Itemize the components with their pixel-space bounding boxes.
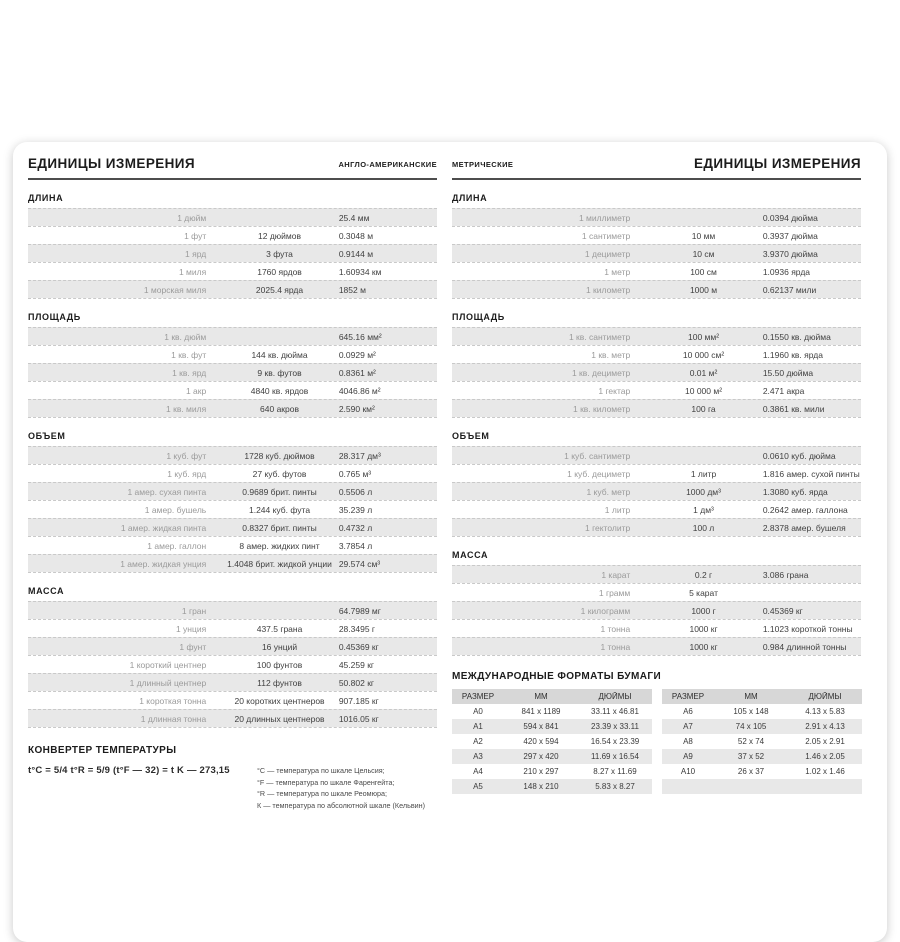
page-subtitle: АНГЛО-АМЕРИКАНСКИЕ (338, 160, 437, 169)
table-row (28, 327, 437, 345)
table-cell: 1 куб. сантиметр (564, 450, 631, 461)
table-row (452, 779, 652, 794)
table-row (452, 583, 861, 601)
table-cell: 1 короткий центнер (129, 659, 207, 670)
section-length-left (28, 193, 437, 299)
table-row (662, 749, 862, 764)
table-row (452, 381, 861, 399)
table-cell: 1.816 амер. сухой пинты (762, 468, 860, 479)
table-cell: A1 (473, 722, 483, 731)
table-cell: 1000 кг (689, 641, 718, 652)
table-row (28, 280, 437, 298)
table-row (452, 327, 861, 345)
table-cell: 10 000 см² (682, 349, 725, 360)
paper-formats-tables (452, 689, 861, 794)
table-cell: 8 амер. жидких пинт (239, 540, 320, 551)
table-cell: 100 фунтов (256, 659, 303, 670)
section-area-right (452, 312, 861, 418)
table-cell: 1 дюйм (177, 212, 207, 223)
table-row (662, 719, 862, 734)
section-area-left (28, 312, 437, 418)
table-cell: A2 (473, 737, 483, 746)
table-cell: 1 амер. сухая пинта (127, 486, 207, 497)
units-table-volume-right (452, 446, 861, 537)
table-cell: 1 килограмм (580, 605, 631, 616)
section-heading: МАССА (452, 550, 489, 560)
table-cell: 5.83 x 8.27 (595, 782, 635, 791)
units-table-volume-left (28, 446, 437, 573)
table-row (452, 262, 861, 280)
section-heading: ОБЪЕМ (28, 431, 66, 441)
left-page-header (28, 152, 437, 180)
units-table-mass-left (28, 601, 437, 728)
table-cell: 1 грамм (598, 587, 631, 598)
table-row (452, 363, 861, 381)
temperature-body (28, 765, 437, 811)
table-cell: 12 дюймов (258, 230, 302, 241)
table-row (28, 601, 437, 619)
paper-table-a0-a5 (452, 689, 652, 794)
temperature-converter (28, 745, 437, 811)
table-row (28, 691, 437, 709)
table-cell: 1 длинная тонна (140, 713, 207, 724)
table-cell: 1.244 куб. фута (248, 504, 311, 515)
table-cell: 4046.86 м² (338, 385, 381, 396)
table-cell: 1 куб. дециметр (567, 468, 631, 479)
table-cell: 3.9370 дюйма (762, 248, 818, 259)
table-cell: 1 кв. миля (166, 403, 207, 414)
table-row (28, 536, 437, 554)
table-cell: 27 куб. футов (252, 468, 307, 479)
table-cell: 1000 г (691, 605, 716, 616)
table-row (28, 500, 437, 518)
table-cell: 2.91 x 4.13 (805, 722, 845, 731)
table-cell: A8 (683, 737, 693, 746)
table-cell: 1.1023 короткой тонны (762, 623, 853, 634)
table-cell: 1 тонна (600, 623, 631, 634)
table-cell: 907.185 кг (338, 695, 379, 706)
table-cell: 1 амер. галлон (147, 540, 207, 551)
table-cell: 0.0929 м² (338, 349, 376, 360)
table-cell: 0.4732 л (338, 522, 373, 533)
table-cell: A3 (473, 752, 483, 761)
section-volume-right (452, 431, 861, 537)
table-cell: 3.7854 л (338, 540, 373, 551)
paper-table-body (662, 704, 862, 794)
table-cell: 1 унция (175, 623, 207, 634)
temperature-formula: t°C = 5/4 t°R = 5/9 (t°F — 32) = t K — 273,15 (28, 765, 230, 776)
table-cell: 50.802 кг (338, 677, 375, 688)
table-cell: 0.9689 брит. пинты (242, 486, 317, 497)
table-cell: 0.45369 кг (338, 641, 379, 652)
table-cell: 1000 м (689, 284, 718, 295)
table-cell: 1728 куб. дюймов (244, 450, 315, 461)
table-row (28, 619, 437, 637)
table-cell: 1 амер. жидкая унция (120, 558, 207, 569)
left-page (28, 152, 437, 811)
table-cell: 1.02 x 1.46 (805, 767, 845, 776)
table-row (28, 244, 437, 262)
table-cell: 1.60934 км (338, 266, 382, 277)
table-cell: 1 куб. ярд (167, 468, 207, 479)
table-row (28, 262, 437, 280)
table-cell: 1852 м (338, 284, 366, 295)
table-cell: 1 амер. жидкая пинта (120, 522, 207, 533)
table-cell: 0.765 м³ (338, 468, 372, 479)
table-cell: 1 миля (178, 266, 207, 277)
units-table-mass-right (452, 565, 861, 656)
table-row (28, 554, 437, 572)
table-cell: 1 морская миля (143, 284, 207, 295)
table-cell: 2.05 x 2.91 (805, 737, 845, 746)
table-cell: 0.3861 кв. мили (762, 403, 825, 414)
table-cell: 437.5 грана (256, 623, 303, 634)
table-cell: 0.3937 дюйма (762, 230, 818, 241)
table-row (662, 734, 862, 749)
table-row (662, 779, 862, 794)
column-header-inches: ДЮЙМЫ (598, 692, 632, 701)
column-header-inches: ДЮЙМЫ (808, 692, 842, 701)
units-table-area-right (452, 327, 861, 418)
table-cell: 2.8378 амер. бушеля (762, 522, 846, 533)
paper-table-header (452, 689, 652, 704)
table-cell: 640 акров (260, 403, 299, 414)
table-row (28, 363, 437, 381)
table-cell: A6 (683, 707, 693, 716)
table-cell: 0.5506 л (338, 486, 373, 497)
page-title: ЕДИНИЦЫ ИЗМЕРЕНИЯ (694, 156, 861, 171)
table-cell: 23.39 x 33.11 (591, 722, 639, 731)
table-row (452, 518, 861, 536)
table-cell: 1 литр (690, 468, 717, 479)
table-row (452, 619, 861, 637)
table-cell: 100 см (690, 266, 717, 277)
table-cell: 297 x 420 (523, 752, 559, 761)
table-row (28, 208, 437, 226)
paper-table-body (452, 704, 652, 794)
table-cell: 1760 ярдов (257, 266, 302, 277)
section-heading: ПЛОЩАДЬ (28, 312, 81, 322)
two-page-spread (28, 152, 862, 811)
table-cell: 112 фунтов (257, 677, 302, 688)
column-header-size: РАЗМЕР (671, 692, 705, 701)
table-cell: 1 кв. дециметр (571, 367, 631, 378)
table-cell: 45.259 кг (338, 659, 375, 670)
temperature-note: °C — температура по шкале Цельсия; (257, 766, 385, 775)
table-cell: 1000 дм³ (686, 486, 721, 497)
table-cell: 2025.4 ярда (255, 284, 304, 295)
table-cell: 10 мм (691, 230, 716, 241)
table-cell: 420 x 594 (523, 737, 559, 746)
diary-reference-page (13, 142, 887, 942)
table-row (452, 244, 861, 262)
table-row (452, 446, 861, 464)
section-heading: ДЛИНА (28, 193, 64, 203)
table-cell: 1 гран (181, 605, 207, 616)
table-row (28, 345, 437, 363)
units-table-length-right (452, 208, 861, 299)
paper-formats-heading: МЕЖДУНАРОДНЫЕ ФОРМАТЫ БУМАГИ (452, 671, 662, 682)
section-heading: ПЛОЩАДЬ (452, 312, 505, 322)
table-row (28, 709, 437, 727)
table-cell: 1016.05 кг (338, 713, 379, 724)
table-cell: 1 амер. бушель (144, 504, 207, 515)
right-page (452, 152, 861, 811)
table-row (452, 704, 652, 719)
table-row (452, 637, 861, 655)
table-cell: A7 (683, 722, 693, 731)
table-cell: 74 x 105 (735, 722, 767, 731)
table-cell: 20 длинных центнеров (234, 713, 325, 724)
table-cell: 0.62137 мили (762, 284, 817, 295)
table-cell: 1 фунт (179, 641, 207, 652)
table-row (28, 673, 437, 691)
table-cell: 645.16 мм² (338, 331, 382, 342)
table-cell: 594 x 841 (523, 722, 559, 731)
table-row (452, 345, 861, 363)
table-row (452, 464, 861, 482)
table-cell: 26 x 37 (737, 767, 765, 776)
table-cell: 0.3048 м (338, 230, 374, 241)
table-cell: 1000 кг (689, 623, 718, 634)
temperature-heading: КОНВЕРТЕР ТЕМПЕРАТУРЫ (28, 745, 177, 756)
table-row (28, 482, 437, 500)
table-row (28, 655, 437, 673)
temperature-note: К — температура по абсолютной шкале (Кельвин) (257, 800, 426, 810)
table-cell: 0.2642 амер. галлона (762, 504, 848, 515)
table-row (452, 719, 652, 734)
table-cell: 33.11 x 46.81 (591, 707, 639, 716)
table-cell: 37 x 52 (737, 752, 765, 761)
right-page-header (452, 152, 861, 180)
table-cell: 105 x 148 (733, 707, 769, 716)
table-row (452, 601, 861, 619)
table-cell: 1 ярд (185, 248, 207, 259)
section-heading: ОБЪЕМ (452, 431, 490, 441)
table-cell: 1 литр (604, 504, 631, 515)
table-cell: 1 короткая тонна (139, 695, 207, 706)
units-table-length-left (28, 208, 437, 299)
table-cell: 1 акр (185, 385, 207, 396)
table-cell: 1 кв. сантиметр (568, 331, 631, 342)
table-cell: 1.46 x 2.05 (805, 752, 845, 761)
paper-formats (452, 671, 861, 794)
table-cell: 20 коротких центнеров (234, 695, 325, 706)
table-cell: 1.0936 ярда (762, 266, 811, 277)
table-cell: A9 (683, 752, 693, 761)
table-cell: 1 тонна (600, 641, 631, 652)
temperature-note: °F — температура по шкале Фаренгейта; (257, 777, 395, 787)
table-cell: 64.7989 мг (338, 605, 381, 616)
table-cell: A10 (680, 767, 696, 776)
table-cell: 29.574 см³ (338, 558, 381, 569)
section-mass-left (28, 586, 437, 728)
table-cell: A4 (473, 767, 483, 776)
table-cell: 4840 кв. ярдов (250, 385, 309, 396)
table-cell: 0.0610 куб. дюйма (762, 450, 836, 461)
table-row (452, 399, 861, 417)
table-cell: 1.1960 кв. ярда (762, 349, 823, 360)
table-cell: 1 фут (184, 230, 207, 241)
table-cell: 5 карат (689, 587, 718, 598)
table-cell: 1 метр (604, 266, 631, 277)
table-cell: 52 x 74 (737, 737, 765, 746)
table-cell: 25.4 мм (338, 212, 370, 223)
table-cell: 16.54 x 23.39 (590, 737, 640, 746)
table-cell: 1 кв. дюйм (164, 331, 207, 342)
table-cell: 1.4048 брит. жидкой унции (227, 558, 332, 569)
table-cell: 8.27 x 11.69 (593, 767, 637, 776)
table-row (28, 446, 437, 464)
paper-table-a6-a10 (662, 689, 862, 794)
table-cell: 1.3080 куб. ярда (762, 486, 828, 497)
table-cell: 3 фута (266, 248, 293, 259)
table-cell: 1 кв. фут (171, 349, 207, 360)
table-row (28, 518, 437, 536)
table-cell: 1 длинный центнер (129, 677, 207, 688)
section-length-right (452, 193, 861, 299)
section-heading: МАССА (28, 586, 65, 596)
column-header-mm: ММ (744, 692, 758, 701)
table-row (662, 704, 862, 719)
table-cell: 148 x 210 (523, 782, 559, 791)
table-row (452, 280, 861, 298)
table-row (28, 464, 437, 482)
table-cell: 100 га (691, 403, 716, 414)
table-cell: 4.13 x 5.83 (805, 707, 845, 716)
table-cell: 0.8361 м² (338, 367, 376, 378)
table-cell: 0.8327 брит. пинты (242, 522, 317, 533)
table-row (662, 764, 862, 779)
table-cell: 144 кв. дюйма (251, 349, 308, 360)
table-cell: 1 куб. метр (586, 486, 631, 497)
table-cell: 0.984 длинной тонны (762, 641, 847, 652)
table-cell: 1 дм³ (693, 504, 714, 515)
table-cell: 1 гектар (598, 385, 631, 396)
table-cell: 210 x 297 (523, 767, 559, 776)
units-table-area-left (28, 327, 437, 418)
table-row (452, 208, 861, 226)
table-cell: 100 мм² (687, 331, 720, 342)
table-cell: A0 (473, 707, 483, 716)
table-cell: 1 гектолитр (585, 522, 631, 533)
section-volume-left (28, 431, 437, 573)
table-cell: 9 кв. футов (257, 367, 302, 378)
table-cell: 3.086 грана (762, 569, 809, 580)
table-cell: A5 (473, 782, 483, 791)
table-cell: 2.471 акра (762, 385, 805, 396)
section-heading: ДЛИНА (452, 193, 488, 203)
page-subtitle: МЕТРИЧЕСКИЕ (452, 160, 514, 169)
table-cell: 0.01 м² (689, 367, 718, 378)
column-header-mm: ММ (534, 692, 548, 701)
table-cell: 10 000 м² (685, 385, 723, 396)
table-cell: 10 см (692, 248, 715, 259)
table-row (452, 565, 861, 583)
table-cell: 100 л (692, 522, 715, 533)
table-row (452, 749, 652, 764)
table-cell: 1 куб. фут (166, 450, 207, 461)
table-cell: 1 километр (585, 284, 631, 295)
table-row (452, 482, 861, 500)
table-cell: 0.1550 кв. дюйма (762, 331, 831, 342)
table-row (28, 226, 437, 244)
table-cell: 1 кв. метр (591, 349, 631, 360)
table-row (452, 734, 652, 749)
table-row (28, 381, 437, 399)
table-cell: 15.50 дюйма (762, 367, 814, 378)
section-mass-right (452, 550, 861, 656)
table-cell: 16 унций (261, 641, 298, 652)
table-cell: 0.45369 кг (762, 605, 803, 616)
column-header-size: РАЗМЕР (461, 692, 495, 701)
table-row (452, 764, 652, 779)
table-cell: 2.590 км² (338, 403, 375, 414)
table-cell: 28.317 дм³ (338, 450, 381, 461)
table-cell: 0.2 г (694, 569, 713, 580)
table-cell: 1 карат (601, 569, 631, 580)
table-row (452, 226, 861, 244)
table-row (28, 399, 437, 417)
table-cell: 1 дециметр (584, 248, 631, 259)
table-cell: 35.239 л (338, 504, 373, 515)
table-cell: 0.9144 м (338, 248, 374, 259)
table-row (28, 637, 437, 655)
table-cell: 11.69 x 16.54 (591, 752, 639, 761)
table-cell: 0.0394 дюйма (762, 212, 818, 223)
table-cell: 1 миллиметр (578, 212, 631, 223)
table-cell: 1 сантиметр (581, 230, 631, 241)
paper-table-header (662, 689, 862, 704)
temperature-note: °R — температура по шкале Реомюра; (257, 789, 387, 799)
table-cell: 28.3495 г (338, 623, 376, 634)
temperature-notes (257, 765, 425, 811)
table-cell: 841 x 1189 (521, 707, 561, 716)
table-cell: 1 кв. километр (573, 403, 631, 414)
table-row (452, 500, 861, 518)
page-title: ЕДИНИЦЫ ИЗМЕРЕНИЯ (28, 156, 195, 171)
table-cell: 1 кв. ярд (172, 367, 207, 378)
